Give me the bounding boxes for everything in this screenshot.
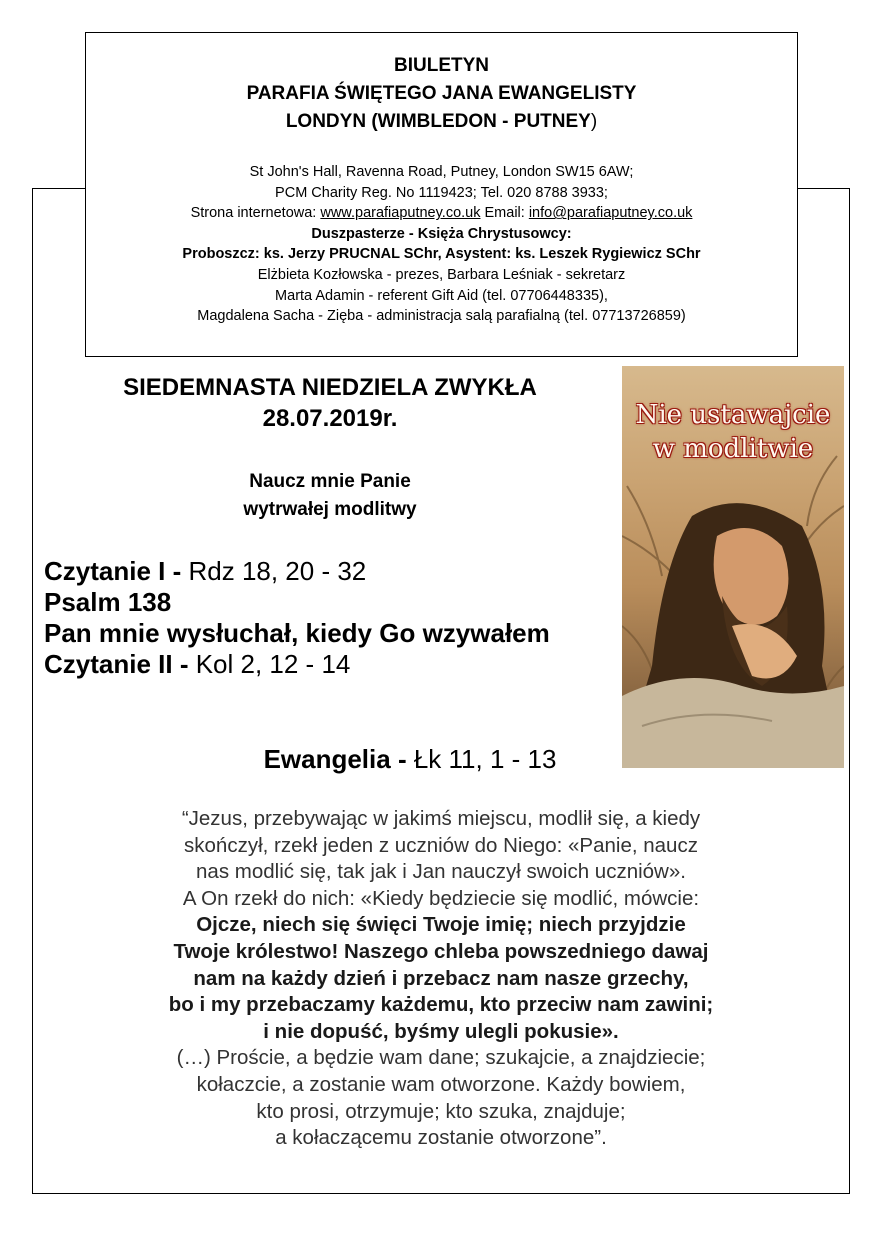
- bulletin-header: [85, 32, 798, 357]
- parish-location: LONDYN (WIMBLEDON - PUTNEY): [285, 111, 598, 132]
- parish-name: PARAFIA ŚWIĘTEGO JANA EWANGELISTY: [246, 83, 637, 104]
- contact-line: Strona internetowa: www.parafiaputney.co.uk Email: info@parafiaputney.co.uk: [190, 205, 693, 222]
- email-link[interactable]: info@parafiaputney.co.uk: [528, 205, 693, 222]
- hall-admin-line: Magdalena Sacha - Zięba - administracja salą parafialną (tel. 07713726859): [197, 308, 686, 325]
- website-link[interactable]: www.parafiaputney.co.uk: [320, 205, 481, 222]
- image-caption: Nie ustawajcie w modlitwie: [635, 400, 831, 464]
- sunday-name: SIEDEMNASTA NIEDZIELA ZWYKŁA: [123, 374, 537, 401]
- parish-address: St John's Hall, Ravenna Road, Putney, London SW15 6AW;: [249, 164, 634, 180]
- first-reading: Czytanie I - Rdz 18, 20 - 32: [44, 556, 367, 586]
- second-reading: Czytanie II - Kol 2, 12 - 14: [44, 649, 351, 679]
- sunday-date: 28.07.2019r.: [262, 405, 398, 432]
- sunday-title: [40, 372, 620, 434]
- lords-prayer: Ojcze, niech się święci Twoje imię; niech przyjdzie: [196, 913, 686, 937]
- gift-aid-line: Marta Adamin - referent Gift Aid (tel. 07706448335),: [275, 287, 608, 304]
- readings-list: [44, 556, 550, 680]
- charity-info: PCM Charity Reg. No 1119423; Tel. 020 8788 3933;: [275, 184, 608, 201]
- clergy-names: Proboszcz: ks. Jerzy PRUCNAL SChr, Asystent: ks. Leszek Rygiewicz SChr: [182, 246, 701, 263]
- psalm-response: Pan mnie wysłuchał, kiedy Go wzywałem: [44, 618, 550, 648]
- prayer-image: [622, 366, 844, 768]
- clergy-heading: Duszpasterze - Księża Chrystusowcy:: [311, 225, 572, 242]
- sunday-motto: Naucz mnie Panie wytrwałej modlitwy: [243, 471, 417, 520]
- gospel-text: “Jezus, przebywając w jakimś miejscu, modlił się, a kiedy skończył, rzekł jeden z uczniów do Niego: «Panie, naucz nas modlić się, tak jak i Jan nauczył swoich uczniów». A On rzekł do nich: «Kiedy będziecie się modlić, mówcie: Ojcze, niech się święci Twoje imię; niech przyjdzie Twoje królestwo! Naszego chleba powszedniego dawaj nam na każdy dzień i przebacz nam nasze grzechy, bo i my przebaczamy każdemu, kto przeciw nam zawini; i nie dopuść, byśmy ulegli pokusie». (…) Proście, a będzie wam dane; szukajcie, a znajdziecie; kołaczcie, a zostanie wam otworzone. Każdy bowiem, kto prosi, otrzymuje; kto szuka, znajduje; a kołaczącemu zostanie otworzone”.: [60, 806, 822, 1152]
- psalm-label: Psalm 138: [44, 587, 172, 617]
- council-line: Elżbieta Kozłowska - prezes, Barbara Leśniak - sekretarz: [257, 266, 626, 283]
- bulletin-title: BIULETYN: [394, 55, 489, 76]
- gospel-heading: Ewangelia - Łk 11, 1 - 13: [263, 744, 557, 774]
